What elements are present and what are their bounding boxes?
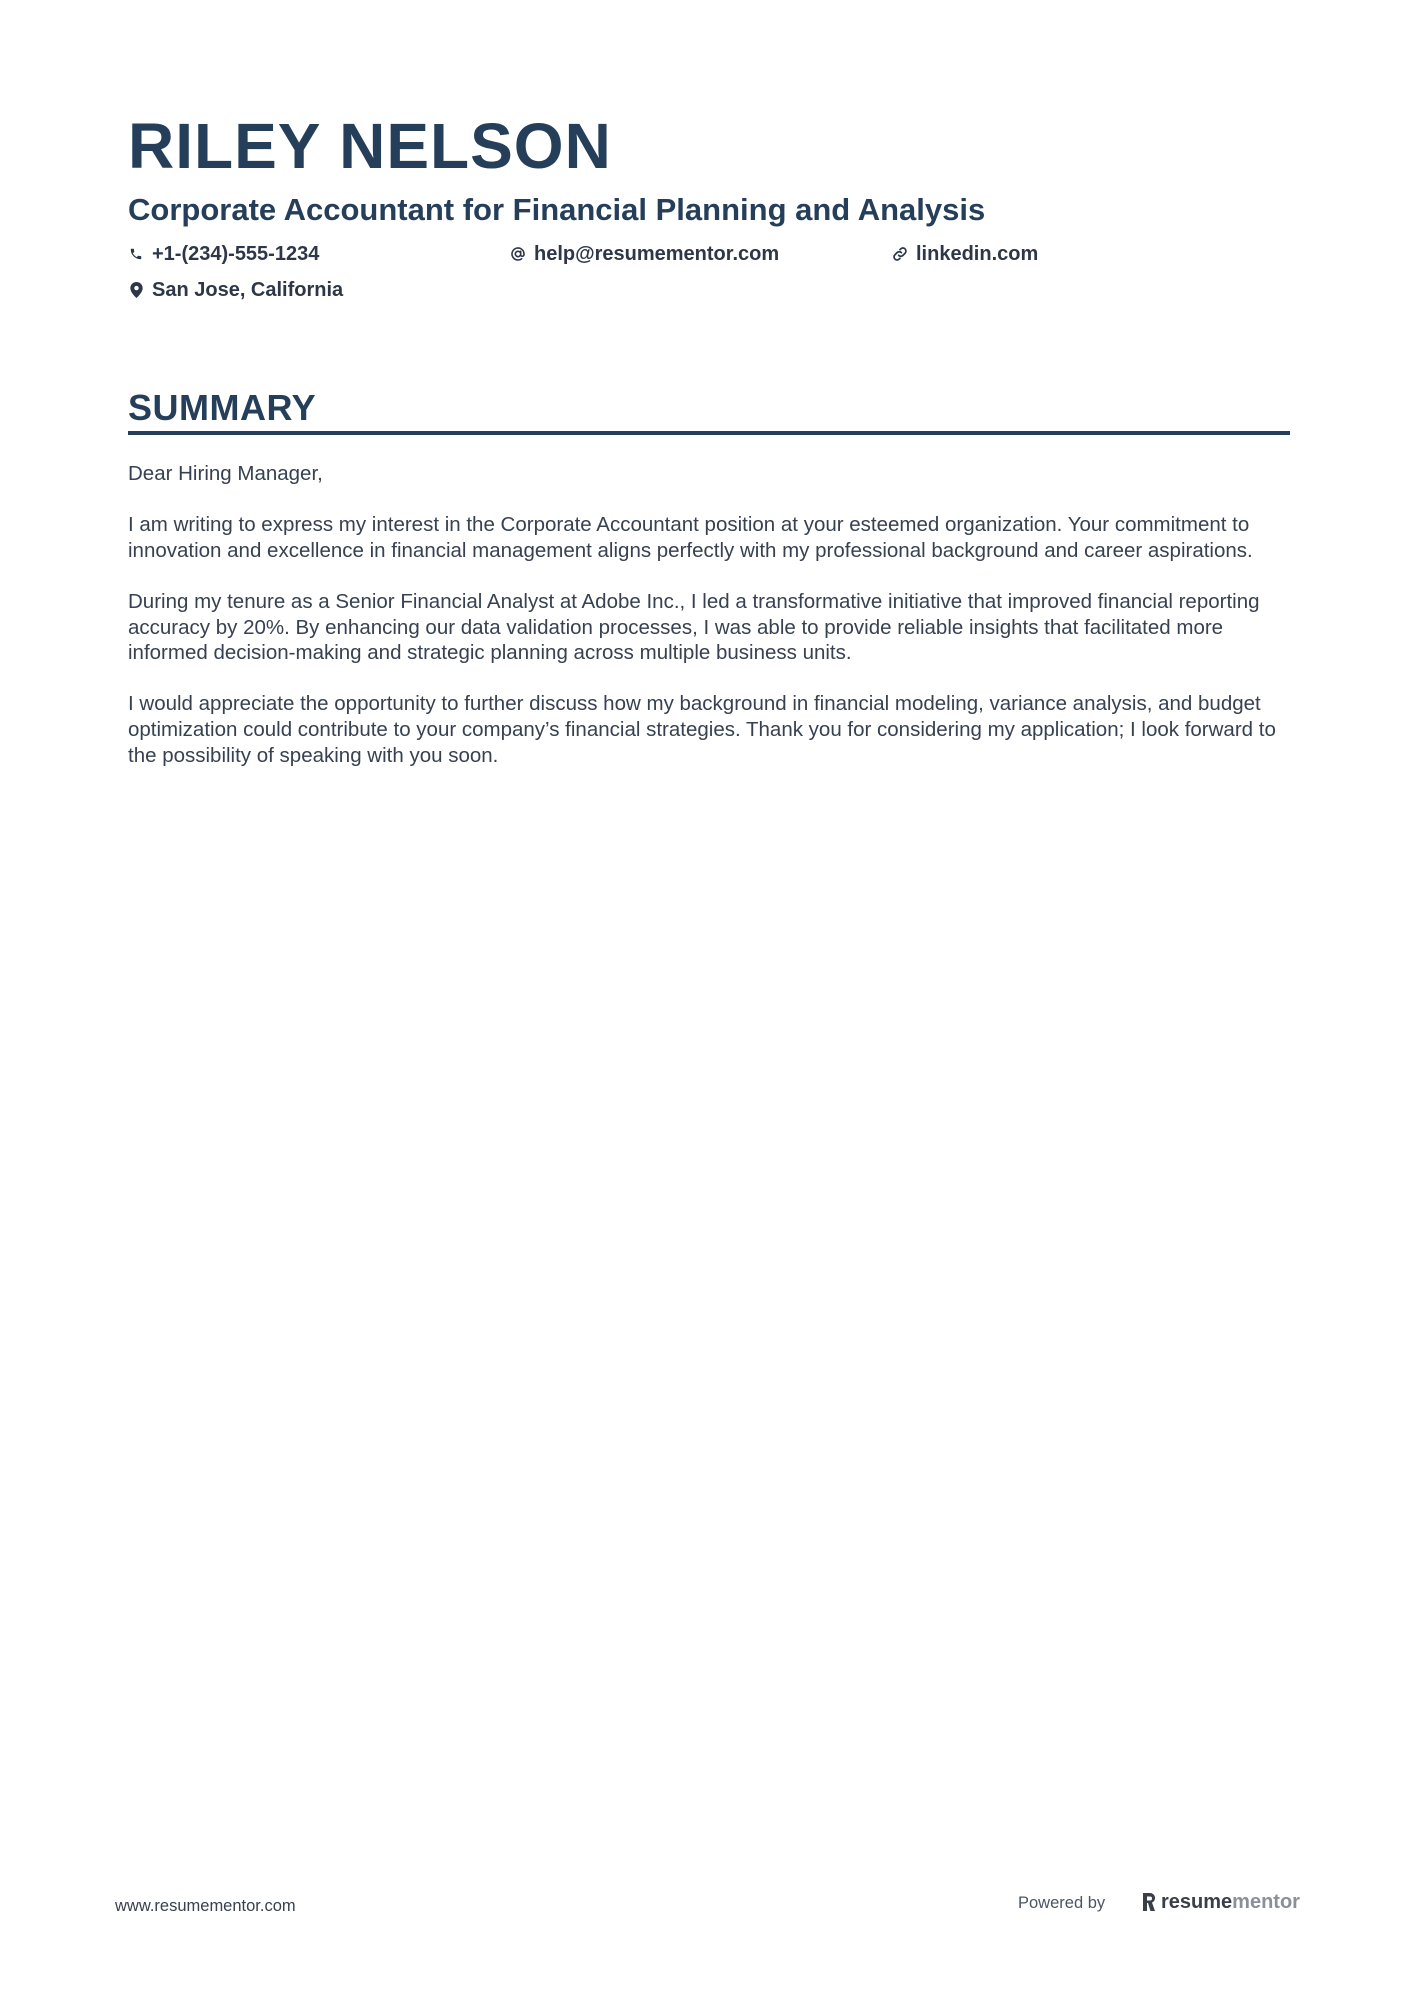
contact-phone [128, 241, 319, 267]
link-icon [892, 245, 908, 263]
contact-location [128, 277, 343, 303]
at-icon [510, 245, 526, 263]
phone-icon [128, 245, 144, 263]
contact-email[interactable] [510, 241, 779, 267]
letter-paragraph: I am writing to express my interest in the Corporate Accountant position at your esteemed organization. Your commitment to innovation and excellence in financial management aligns perfectly with my professional background and career aspirations. [128, 513, 1253, 562]
summary-heading: SUMMARY [128, 387, 317, 428]
location-text: San Jose, California [152, 279, 344, 301]
resumementor-logo-icon [1141, 1892, 1157, 1912]
section-divider [128, 431, 1290, 435]
letter-salutation: Dear Hiring Manager, [128, 462, 323, 485]
footer-powered-by: Powered by [1018, 1894, 1106, 1912]
logo-text-resume: resume [1161, 1891, 1233, 1913]
candidate-name: RILEY NELSON [128, 110, 612, 182]
letter-paragraph: I would appreciate the opportunity to further discuss how my background in financial modeling, variance analysis, and budget optimization could contribute to your company’s financial strategies. Thank you for considering my application; I look forward to the possibility of speaking with you soon. [128, 692, 1276, 767]
job-title: Corporate Accountant for Financial Planning and Analysis [128, 192, 986, 227]
linkedin-text[interactable]: linkedin.com [916, 243, 1039, 265]
location-pin-icon [128, 281, 144, 299]
logo-text-mentor: mentor [1232, 1891, 1300, 1913]
letter-body [128, 461, 1290, 794]
email-text[interactable]: help@resumementor.com [534, 243, 780, 265]
footer-website-link[interactable]: www.resumementor.com [115, 1897, 296, 1915]
contact-linkedin[interactable] [892, 241, 1038, 267]
phone-text: +1-(234)-555-1234 [152, 243, 320, 265]
resumementor-logo[interactable] [1141, 1890, 1300, 1914]
letter-paragraph: During my tenure as a Senior Financial Analyst at Adobe Inc., I led a transformative initiative that improved financial reporting accuracy by 20%. By enhancing our data validation processes, I was able to provide reliable insights that facilitated more informed decision-making and strategic planning across multiple business units. [128, 589, 1260, 665]
